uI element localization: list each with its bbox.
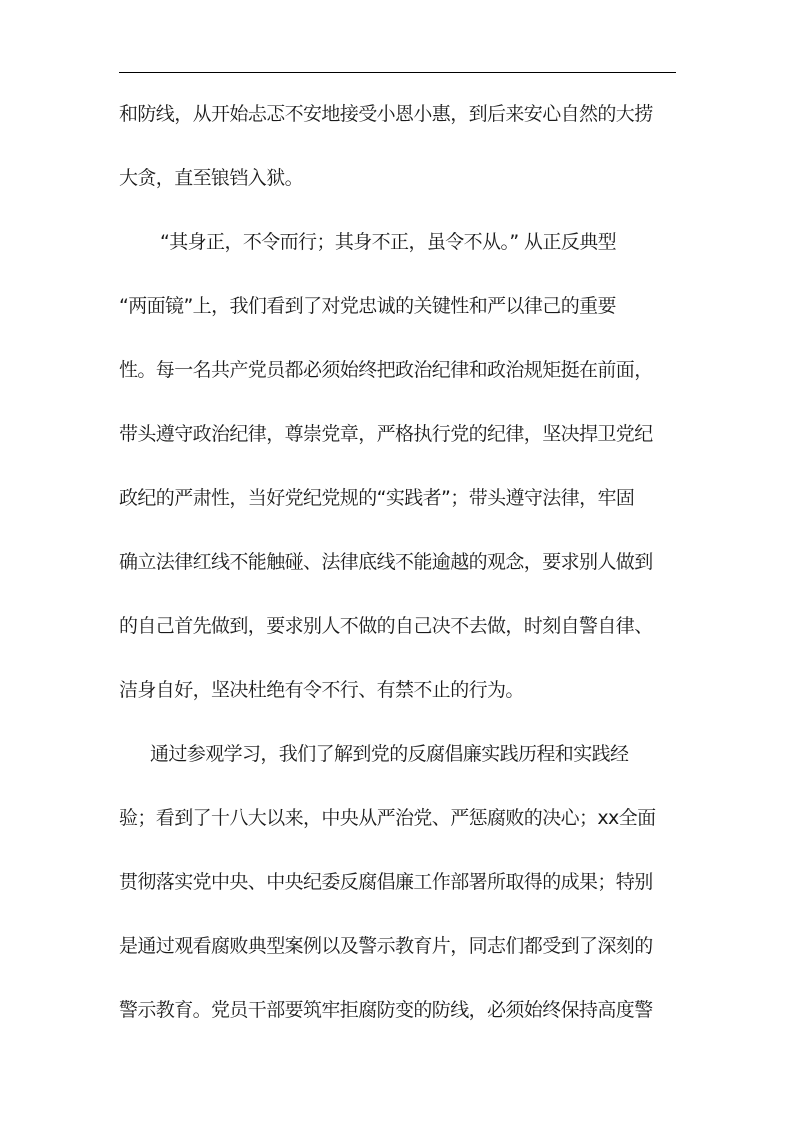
text-line-6: 带头遵守政治纪律，尊崇党章，严格执行党的纪律，坚决捍卫党纪 — [119, 423, 653, 445]
text-line-4: “两面镜”上，我们看到了对党忠诚的关键性和严以律己的重要 — [119, 295, 616, 317]
text-line-3: “其身正，不令而行；其身不正，虽令不从。” 从正反典型 — [160, 231, 617, 253]
text-line-5: 性。每一名共产党员都必须始终把政治纪律和政治规矩挺在前面， — [119, 359, 653, 381]
text-line-9: 的自己首先做到，要求别人不做的自己决不去做，时刻自警自律、 — [119, 615, 653, 637]
text-line-2: 大贪，直至锒铛入狱。 — [119, 167, 304, 189]
text-line-8: 确立法律红线不能触碰、法律底线不能逾越的观念，要求别人做到 — [119, 551, 653, 573]
text-line-13: 贯彻落实党中央、中央纪委反腐倡廉工作部署所取得的成果；特别 — [119, 871, 653, 893]
text-line-11: 通过参观学习，我们了解到党的反腐倡廉实践历程和实践经 — [150, 743, 629, 765]
text-line-15: 警示教育。党员干部要筑牢拒腐防变的防线，必须始终保持高度警 — [119, 999, 653, 1021]
text-line-12: 验；看到了十八大以来，中央从严治党、严惩腐败的决心；xx全面 — [119, 807, 656, 829]
header-rule — [119, 72, 676, 73]
text-line-10: 洁身自好，坚决杜绝有令不行、有禁不止的行为。 — [119, 679, 524, 701]
text-line-14: 是通过观看腐败典型案例以及警示教育片，同志们都受到了深刻的 — [119, 935, 653, 957]
text-line-1: 和防线，从开始忐忑不安地接受小恩小惠，到后来安心自然的大捞 — [119, 103, 653, 125]
text-line-7: 政纪的严肃性，当好党纪党规的“实践者”；带头遵守法律，牢固 — [119, 487, 635, 509]
